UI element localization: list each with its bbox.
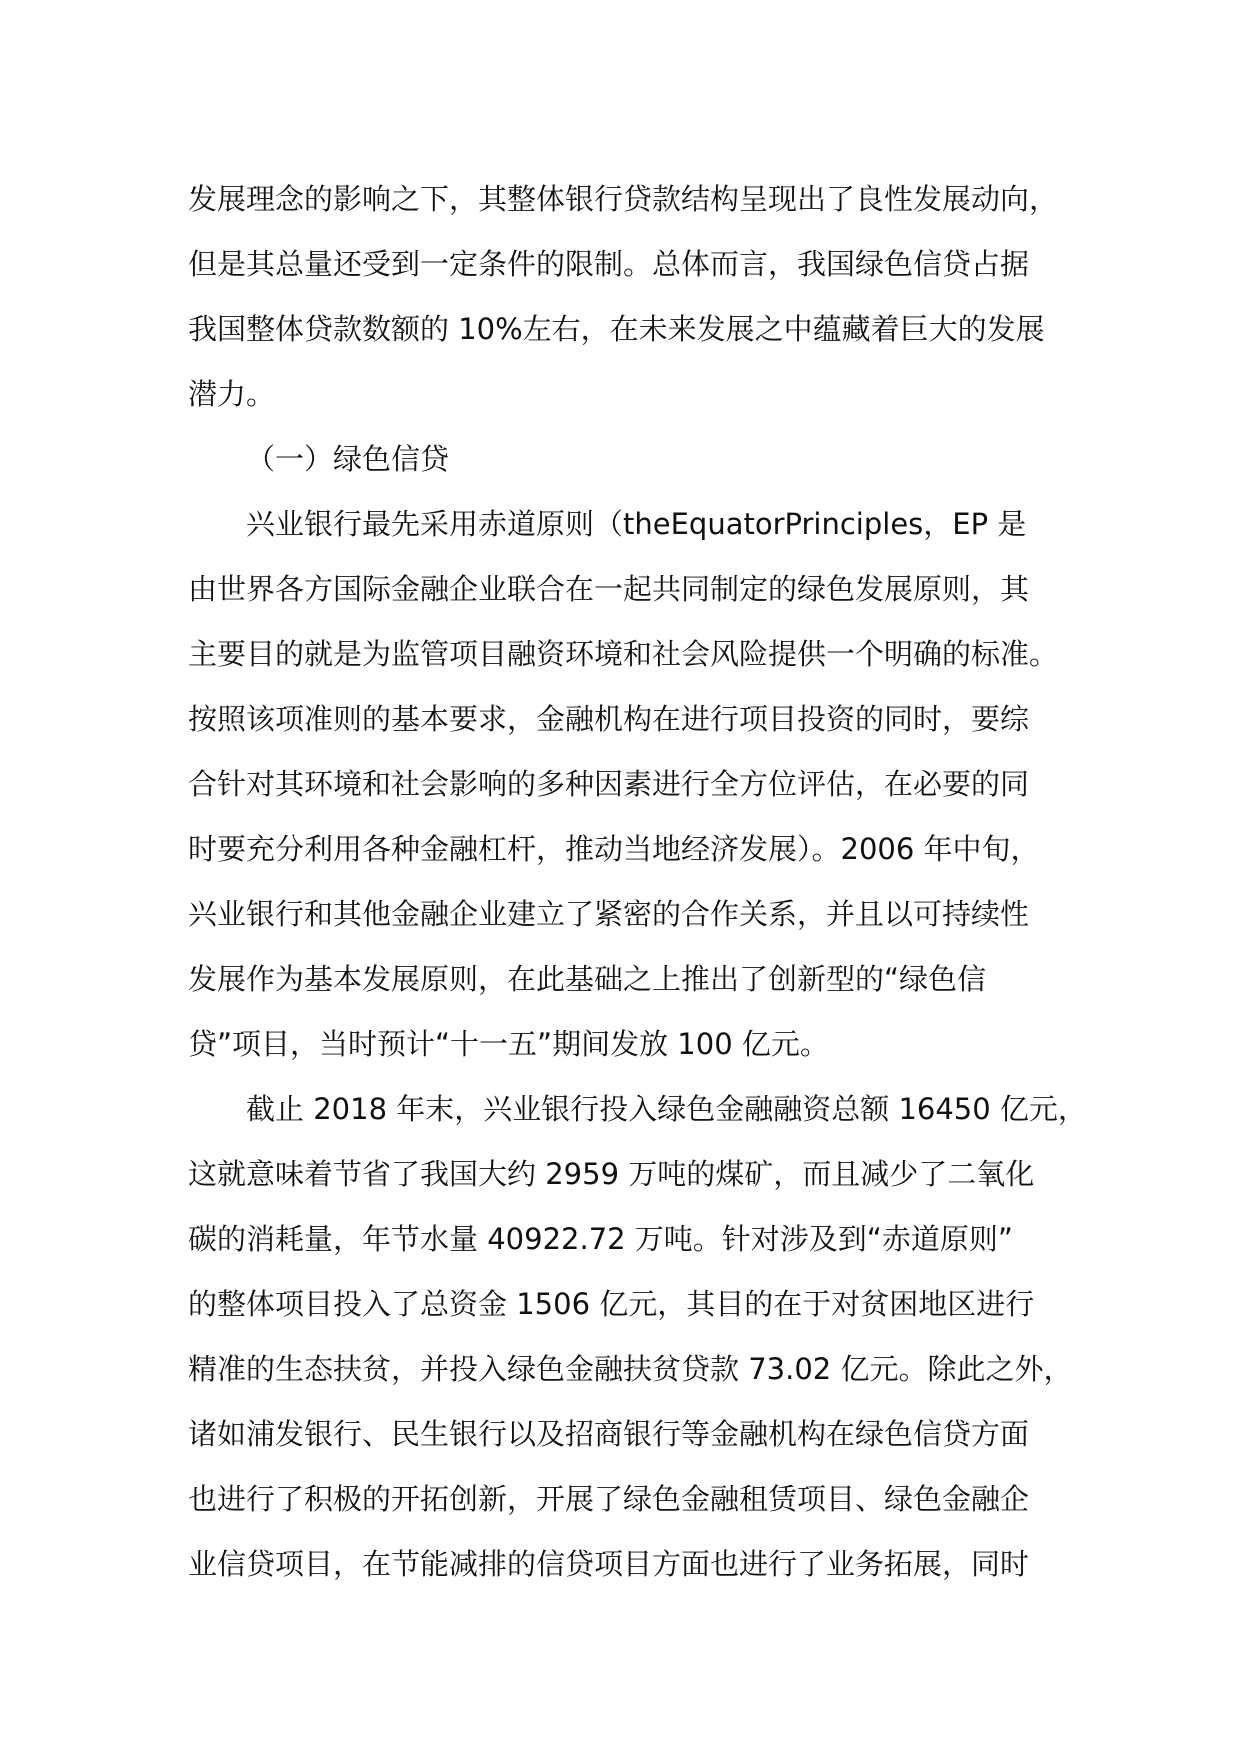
text-line: 兴业银行和其他金融企业建立了紧密的合作关系，并且以可持续性 — [188, 897, 1030, 931]
text-line: 我国整体贷款数额的 10%左右，在未来发展之中蕴藏着巨大的发展 — [188, 312, 1045, 346]
text-line: 时要充分利用各种金融杠杆，推动当地经济发展）。2006 年中旬， — [188, 832, 1040, 866]
text-line: 也进行了积极的开拓创新，开展了绿色金融租赁项目、绿色金融企 — [188, 1482, 1030, 1516]
text-line: 兴业银行最先采用赤道原则（theEquatorPrinciples，EP 是 — [246, 507, 1027, 541]
text-line: 按照该项准则的基本要求，金融机构在进行项目投资的同时，要综 — [188, 702, 1030, 736]
text-line: 诸如浦发银行、民生银行以及招商银行等金融机构在绿色信贷方面 — [188, 1417, 1030, 1451]
text-line: 碳的消耗量，年节水量 40922.72 万吨。针对涉及到“赤道原则” — [188, 1222, 1013, 1256]
text-line: 精准的生态扶贫，并投入绿色金融扶贫贷款 73.02 亿元。除此之外， — [188, 1352, 1073, 1386]
text-line: 发展作为基本发展原则，在此基础之上推出了创新型的“绿色信 — [188, 962, 987, 996]
section-heading: （一）绿色信贷 — [246, 442, 450, 476]
text-line: 这就意味着节省了我国大约 2959 万吨的煤矿，而且减少了二氧化 — [188, 1157, 1035, 1191]
text-line: 业信贷项目，在节能减排的信贷项目方面也进行了业务拓展，同时 — [188, 1547, 1030, 1581]
text-line: 贷”项目，当时预计“十一五”期间发放 100 亿元。 — [188, 1027, 829, 1061]
text-line: 截止 2018 年末，兴业银行投入绿色金融融资总额 16450 亿元， — [246, 1092, 1087, 1126]
text-line: 合针对其环境和社会影响的多种因素进行全方位评估，在必要的同 — [188, 767, 1030, 801]
document-body — [188, 173, 1088, 1603]
text-line: 主要目的就是为监管项目融资环境和社会风险提供一个明确的标准。 — [188, 637, 1059, 671]
text-line: 的整体项目投入了总资金 1506 亿元，其目的在于对贫困地区进行 — [188, 1287, 1035, 1321]
text-line: 但是其总量还受到一定条件的限制。总体而言，我国绿色信贷占据 — [188, 247, 1030, 281]
text-line: 潜力。 — [188, 377, 276, 411]
text-line: 由世界各方国际金融企业联合在一起共同制定的绿色发展原则，其 — [188, 572, 1030, 606]
text-line: 发展理念的影响之下，其整体银行贷款结构呈现出了良性发展动向， — [188, 182, 1059, 216]
